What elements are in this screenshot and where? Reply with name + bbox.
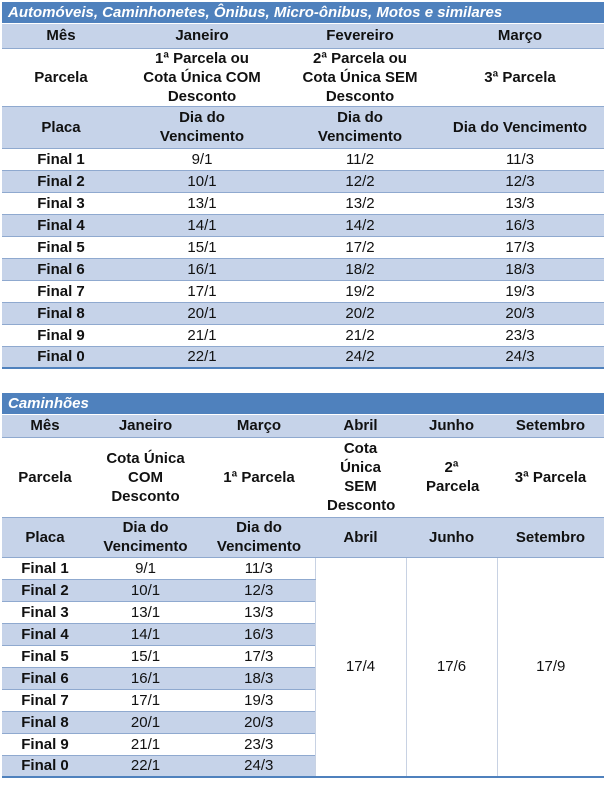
section1-table — [2, 24, 604, 369]
table-row — [2, 192, 604, 214]
cell: 11/2 — [284, 148, 436, 170]
cell: 16/3 — [203, 623, 315, 645]
cell: Abril — [315, 517, 406, 557]
cell: Cota Única COM Desconto — [88, 437, 203, 517]
cell: 9/1 — [120, 148, 284, 170]
cell: 24/2 — [284, 346, 436, 368]
cell: 17/1 — [88, 689, 203, 711]
cell: 14/1 — [88, 623, 203, 645]
section1-title: Automóveis, Caminhonetes, Ônibus, Micro-ônibus, Motos e similares — [2, 2, 604, 24]
cell: 17/4 — [315, 557, 406, 777]
cell: 15/1 — [88, 645, 203, 667]
section2-parcela-row — [2, 437, 604, 517]
cell: Placa — [2, 106, 120, 148]
cell: 13/2 — [284, 192, 436, 214]
table-row — [2, 324, 604, 346]
cell: Parcela — [2, 48, 120, 106]
table-row — [2, 557, 604, 579]
cell: 13/1 — [120, 192, 284, 214]
cell: 2ª Parcela ou Cota Única SEM Desconto — [284, 48, 436, 106]
table-row — [2, 302, 604, 324]
cell: Dia do Vencimento — [284, 106, 436, 148]
cell: Final 1 — [2, 557, 88, 579]
section-automoveis — [2, 2, 604, 369]
section2-table — [2, 415, 604, 778]
cell: 18/3 — [203, 667, 315, 689]
cell: 13/1 — [88, 601, 203, 623]
cell: 16/3 — [436, 214, 604, 236]
cell: Final 2 — [2, 170, 120, 192]
cell: 12/3 — [203, 579, 315, 601]
cell: Mês — [2, 415, 88, 437]
cell: 22/1 — [88, 755, 203, 777]
cell: Final 5 — [2, 236, 120, 258]
cell: Fevereiro — [284, 24, 436, 48]
cell: 20/3 — [203, 711, 315, 733]
cell: 2ª Parcela — [406, 437, 497, 517]
cell: 23/3 — [203, 733, 315, 755]
cell: 18/3 — [436, 258, 604, 280]
cell: Mês — [2, 24, 120, 48]
cell: 17/2 — [284, 236, 436, 258]
cell: 18/2 — [284, 258, 436, 280]
cell: Cota Única SEM Desconto — [315, 437, 406, 517]
cell: 14/1 — [120, 214, 284, 236]
section2-placa-row — [2, 517, 604, 557]
cell: Junho — [406, 415, 497, 437]
cell: 10/1 — [120, 170, 284, 192]
table-row — [2, 258, 604, 280]
table-row — [2, 148, 604, 170]
cell: Final 5 — [2, 645, 88, 667]
cell: 20/3 — [436, 302, 604, 324]
table-row — [2, 236, 604, 258]
cell: Final 6 — [2, 667, 88, 689]
cell: 12/2 — [284, 170, 436, 192]
cell: 21/2 — [284, 324, 436, 346]
cell: Final 4 — [2, 214, 120, 236]
cell: 14/2 — [284, 214, 436, 236]
cell: Final 9 — [2, 733, 88, 755]
cell: Dia do Vencimento — [436, 106, 604, 148]
cell: 21/1 — [120, 324, 284, 346]
table-row — [2, 214, 604, 236]
cell: 20/1 — [120, 302, 284, 324]
cell: Setembro — [497, 415, 604, 437]
cell: 16/1 — [88, 667, 203, 689]
section2-mes-row — [2, 415, 604, 437]
cell: Junho — [406, 517, 497, 557]
cell: 21/1 — [88, 733, 203, 755]
table-row — [2, 280, 604, 302]
cell: 19/3 — [436, 280, 604, 302]
cell: Setembro — [497, 517, 604, 557]
cell: 23/3 — [436, 324, 604, 346]
cell: Placa — [2, 517, 88, 557]
cell: 20/1 — [88, 711, 203, 733]
cell: 24/3 — [203, 755, 315, 777]
cell: Final 8 — [2, 711, 88, 733]
cell: Dia do Vencimento — [88, 517, 203, 557]
cell: 19/2 — [284, 280, 436, 302]
cell: Final 7 — [2, 280, 120, 302]
cell: 3ª Parcela — [497, 437, 604, 517]
cell: Janeiro — [120, 24, 284, 48]
cell: 19/3 — [203, 689, 315, 711]
cell: Dia do Vencimento — [120, 106, 284, 148]
cell: 22/1 — [120, 346, 284, 368]
section-caminhoes — [2, 393, 604, 778]
cell: 11/3 — [203, 557, 315, 579]
section1-parcela-row — [2, 48, 604, 106]
cell: Parcela — [2, 437, 88, 517]
cell: 17/6 — [406, 557, 497, 777]
cell: 1ª Parcela — [203, 437, 315, 517]
cell: 11/3 — [436, 148, 604, 170]
cell: Final 1 — [2, 148, 120, 170]
cell: Final 9 — [2, 324, 120, 346]
cell: 1ª Parcela ou Cota Única COM Desconto — [120, 48, 284, 106]
cell: 17/9 — [497, 557, 604, 777]
cell: 3ª Parcela — [436, 48, 604, 106]
cell: 15/1 — [120, 236, 284, 258]
section1-mes-row — [2, 24, 604, 48]
cell: Final 7 — [2, 689, 88, 711]
cell: 17/3 — [436, 236, 604, 258]
cell: Final 8 — [2, 302, 120, 324]
cell: Final 2 — [2, 579, 88, 601]
table-row — [2, 346, 604, 368]
cell: 9/1 — [88, 557, 203, 579]
table-row — [2, 170, 604, 192]
cell: 20/2 — [284, 302, 436, 324]
cell: 13/3 — [436, 192, 604, 214]
cell: 13/3 — [203, 601, 315, 623]
cell: 16/1 — [120, 258, 284, 280]
cell: Março — [436, 24, 604, 48]
cell: Final 3 — [2, 601, 88, 623]
section2-title: Caminhões — [2, 393, 604, 415]
cell: Março — [203, 415, 315, 437]
cell: 17/3 — [203, 645, 315, 667]
cell: Dia do Vencimento — [203, 517, 315, 557]
cell: Final 0 — [2, 346, 120, 368]
cell: Final 4 — [2, 623, 88, 645]
section1-placa-row — [2, 106, 604, 148]
cell: 12/3 — [436, 170, 604, 192]
cell: Abril — [315, 415, 406, 437]
cell: Final 3 — [2, 192, 120, 214]
cell: Final 0 — [2, 755, 88, 777]
cell: Final 6 — [2, 258, 120, 280]
cell: Janeiro — [88, 415, 203, 437]
cell: 10/1 — [88, 579, 203, 601]
cell: 17/1 — [120, 280, 284, 302]
cell: 24/3 — [436, 346, 604, 368]
